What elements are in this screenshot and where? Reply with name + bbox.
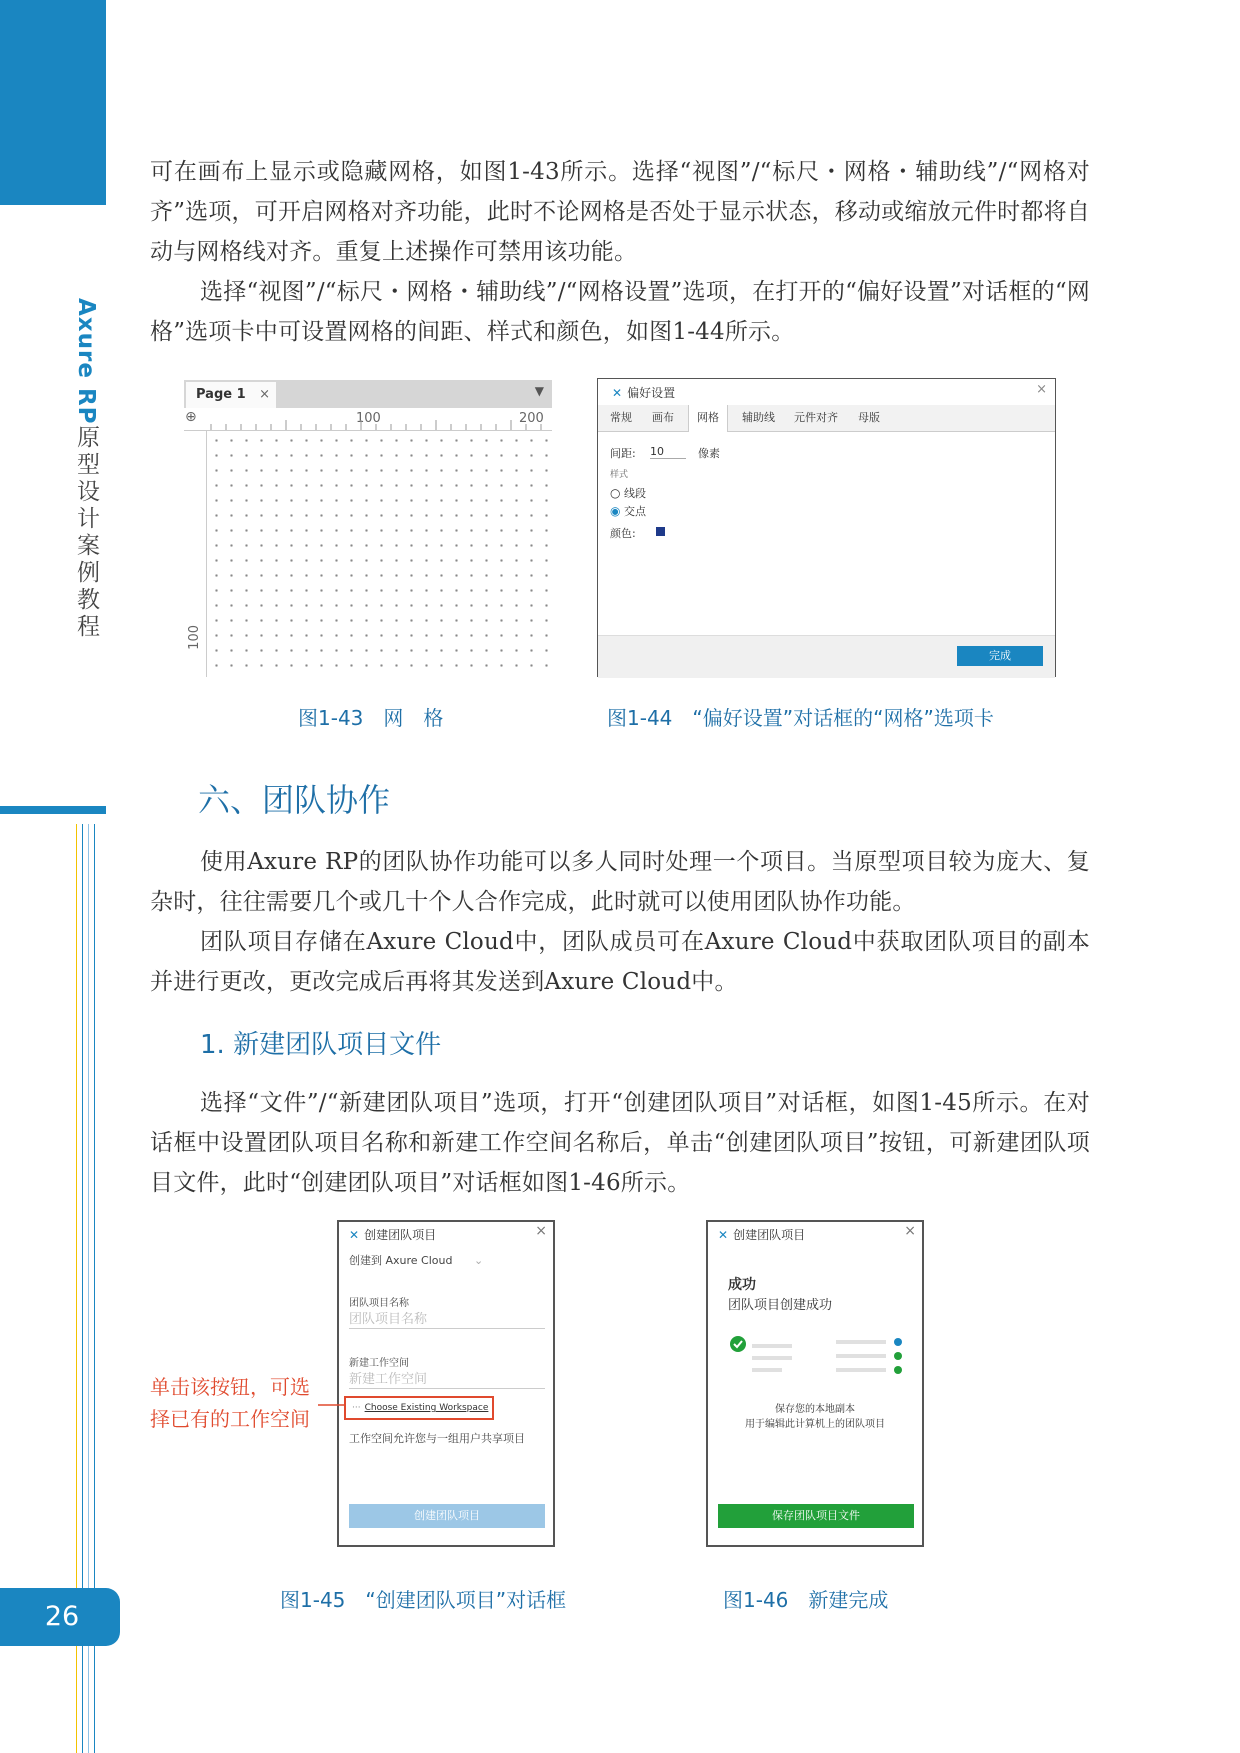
annotation-text: 单击该按钮，可选择已有的工作空间 <box>150 1375 310 1431</box>
tab-snap[interactable]: 元件对齐 <box>794 411 838 424</box>
book-subtitle: 原型设计案例教程 <box>73 424 99 641</box>
save-team-project-button[interactable]: 保存团队项目文件 <box>718 1504 914 1528</box>
caption-fig-1-43: 图1-43 网 格 <box>298 706 444 730</box>
page-tab[interactable] <box>186 382 276 408</box>
preferences-tabs <box>598 405 1055 432</box>
dropdown-caret-icon[interactable]: ▼ <box>534 384 544 398</box>
create-to-select[interactable]: 创建到 Axure Cloud ⌄ <box>349 1254 484 1267</box>
save-note-1: 保存您的本地副本 <box>775 1404 855 1415</box>
dialog-title: ✕ 偏好设置 <box>612 386 676 400</box>
more-icon: ··· <box>352 1403 361 1413</box>
canvas-tab-bar <box>184 380 552 408</box>
tab-general[interactable]: 常规 <box>610 411 632 424</box>
name-input-underline <box>349 1328 545 1329</box>
ruler-h-label-200: 200 <box>519 411 544 426</box>
spacing-input[interactable]: 10 <box>650 445 686 459</box>
paragraph-3: 使用Axure RP的团队协作功能可以多人同时处理一个项目。当原型项目较为庞大、复杂时，往往需要几个或几十个人合作完成，此时就可以使用团队协作功能。 <box>150 849 1090 915</box>
book-side-title <box>66 298 106 641</box>
axure-logo-icon: ✕ <box>349 1228 360 1242</box>
axure-logo-icon: ✕ <box>718 1228 729 1242</box>
ruler-v-label-100: 100 <box>187 625 202 650</box>
figure-grid-canvas <box>184 380 552 677</box>
caption-fig-1-45: 图1-45 “创建团队项目”对话框 <box>280 1588 567 1612</box>
close-icon[interactable]: × <box>1036 382 1047 397</box>
color-swatch[interactable] <box>656 527 665 536</box>
create-team-project-dialog <box>337 1220 555 1547</box>
create-team-project-button[interactable]: 创建团队项目 <box>349 1504 545 1528</box>
axure-logo-icon: ✕ <box>612 386 623 400</box>
page-tab-label: Page 1 <box>196 387 246 402</box>
share-note: 工作空间允许您与一组用户共享项目 <box>349 1432 525 1445</box>
success-title: 成功 <box>728 1277 756 1293</box>
radio-selected-icon: ◉ <box>610 504 621 518</box>
caption-fig-1-44: 图1-44 “偏好设置”对话框的“网格”选项卡 <box>607 706 994 730</box>
workspace-input-underline <box>349 1388 545 1389</box>
paragraph-5: 选择“文件”/“新建团队项目”选项，打开“创建团队项目”对话框，如图1-45所示。在对话框中设置团队项目名称和新建工作空间名称后，单击“创建团队项目”按钮，可新建团队项目文件，此时“创建团队项目”对话框如图1-46所示。 <box>150 1090 1090 1196</box>
dialog-title: ✕ 创建团队项目 <box>718 1228 806 1242</box>
choose-existing-workspace-button[interactable]: ··· Choose Existing Workspace <box>344 1396 494 1420</box>
color-label: 颜色: <box>610 527 636 540</box>
team-project-created-dialog <box>706 1220 924 1547</box>
chevron-down-icon: ⌄ <box>473 1254 484 1267</box>
dialog-footer <box>598 635 1055 678</box>
done-button[interactable]: 完成 <box>957 646 1043 666</box>
spacing-label: 间距: <box>610 447 636 460</box>
sync-illustration <box>726 1334 906 1394</box>
book-brand: Axure RP <box>73 298 99 425</box>
style-label: 样式 <box>610 470 629 480</box>
paragraph-2: 选择“视图”/“标尺・网格・辅助线”/“网格设置”选项，在打开的“偏好设置”对话框的“网格”选项卡中可设置网格的间距、样式和颜色，如图1-44所示。 <box>150 279 1090 345</box>
dot-grid <box>207 431 552 677</box>
paragraph-4: 团队项目存储在Axure Cloud中，团队成员可在Axure Cloud中获取团队项目的副本并进行更改，更改完成后再将其发送到Axure Cloud中。 <box>150 929 1090 995</box>
sidebar-divider <box>0 806 106 814</box>
caption-fig-1-46: 图1-46 新建完成 <box>723 1588 889 1612</box>
annotation-leader-line <box>318 1403 344 1407</box>
page-number: 26 <box>0 1588 120 1646</box>
tab-grid[interactable]: 网格 <box>688 405 728 432</box>
name-input[interactable]: 团队项目名称 <box>349 1312 428 1327</box>
crosshair-icon: ⊕ <box>185 409 197 425</box>
horizontal-ruler <box>184 408 552 431</box>
tab-guides[interactable]: 辅助线 <box>742 411 775 424</box>
workspace-input[interactable]: 新建工作空间 <box>349 1372 428 1387</box>
section-heading: 六、团队协作 <box>198 781 391 819</box>
name-label: 团队项目名称 <box>349 1298 409 1309</box>
vertical-ruler <box>184 430 207 677</box>
radio-empty-icon: ○ <box>610 486 621 500</box>
dialog-title: ✕ 创建团队项目 <box>349 1228 437 1242</box>
tab-masters[interactable]: 母版 <box>858 411 880 424</box>
paragraph-1: 可在画布上显示或隐藏网格，如图1-43所示。选择“视图”/“标尺・网格・辅助线”/“网格对齐”选项，可开启网格对齐功能，此时不论网格是否处于显示状态，移动或缩放元件时都将自动与网格线对齐。重复上述操作可禁用该功能。 <box>150 159 1090 265</box>
ruler-h-label-100: 100 <box>356 411 381 426</box>
radio-line[interactable]: ○ 线段 <box>610 486 646 500</box>
workspace-label: 新建工作空间 <box>349 1358 409 1369</box>
radio-point[interactable]: ◉ 交点 <box>610 504 646 518</box>
save-note-2: 用于编辑此计算机上的团队项目 <box>745 1419 885 1430</box>
spacing-unit: 像素 <box>698 447 720 460</box>
tab-canvas[interactable]: 画布 <box>652 411 674 424</box>
preferences-dialog <box>597 378 1056 677</box>
success-description: 团队项目创建成功 <box>728 1298 833 1313</box>
close-icon[interactable]: × <box>535 1223 547 1239</box>
close-icon[interactable]: × <box>259 387 270 402</box>
close-icon[interactable]: × <box>904 1223 916 1239</box>
subsection-heading: 1. 新建团队项目文件 <box>200 1030 442 1060</box>
sidebar-top-block <box>0 0 106 205</box>
